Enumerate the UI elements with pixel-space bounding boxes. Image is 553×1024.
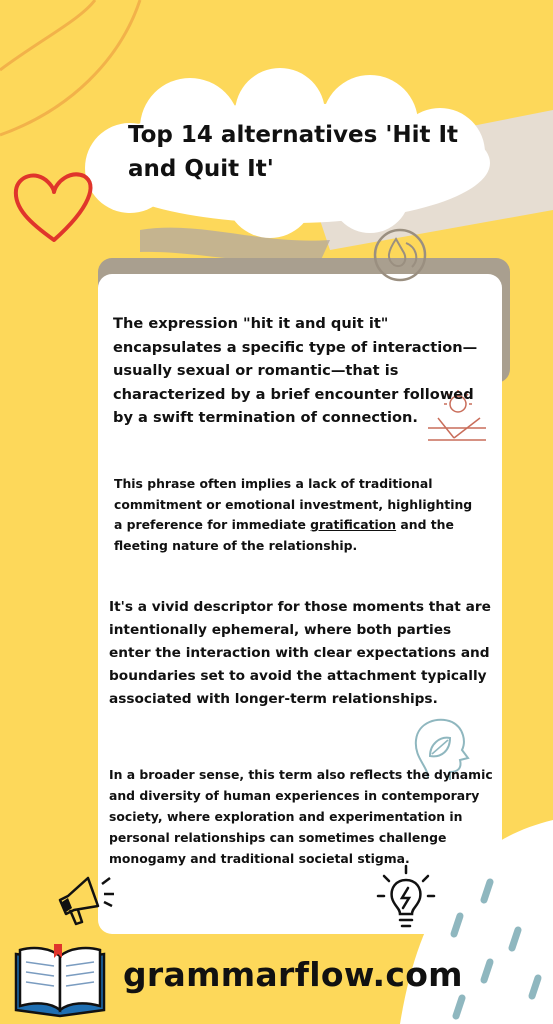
paragraph-4: In a broader sense, this term also reflects the dynamic and diversity of human experiences in contemporary society, where exploration and experimentation in personal relationships can sometimes challenge monogamy and traditional societal stigma. xyxy=(109,767,493,866)
droplet-leaf-icon xyxy=(366,225,434,285)
megaphone-icon xyxy=(52,870,120,930)
paragraph-1: The expression "hit it and quit it" encapsulates a specific type of interaction—usually sexual or romantic—that is characterized by a brief encounter followed by a swift termination of connection. xyxy=(113,315,478,426)
lightbulb-icon xyxy=(376,862,436,934)
gratification-link[interactable]: gratification xyxy=(310,517,397,532)
page-title: Top 14 alternatives 'Hit It and Quit It' xyxy=(128,122,459,182)
raindrops-decoration xyxy=(440,860,553,1024)
paragraph-3: It's a vivid descriptor for those moments that are intentionally ephemeral, where both parties enter the interaction with clear expectations and boundaries set to avoid the attachment typically associated with longer-term relationships. xyxy=(109,599,491,707)
site-name: grammarflow.com xyxy=(123,955,463,994)
heart-icon xyxy=(10,168,96,248)
open-book-icon xyxy=(10,940,110,1020)
paragraph-2-text-b: and the fleeting nature of the relationship. xyxy=(114,517,454,553)
paragraph-2-text-a: This phrase often implies a lack of traditional commitment or emotional investment, highlighting a preference for immediate xyxy=(114,476,473,532)
paragraph-2 xyxy=(114,474,484,556)
